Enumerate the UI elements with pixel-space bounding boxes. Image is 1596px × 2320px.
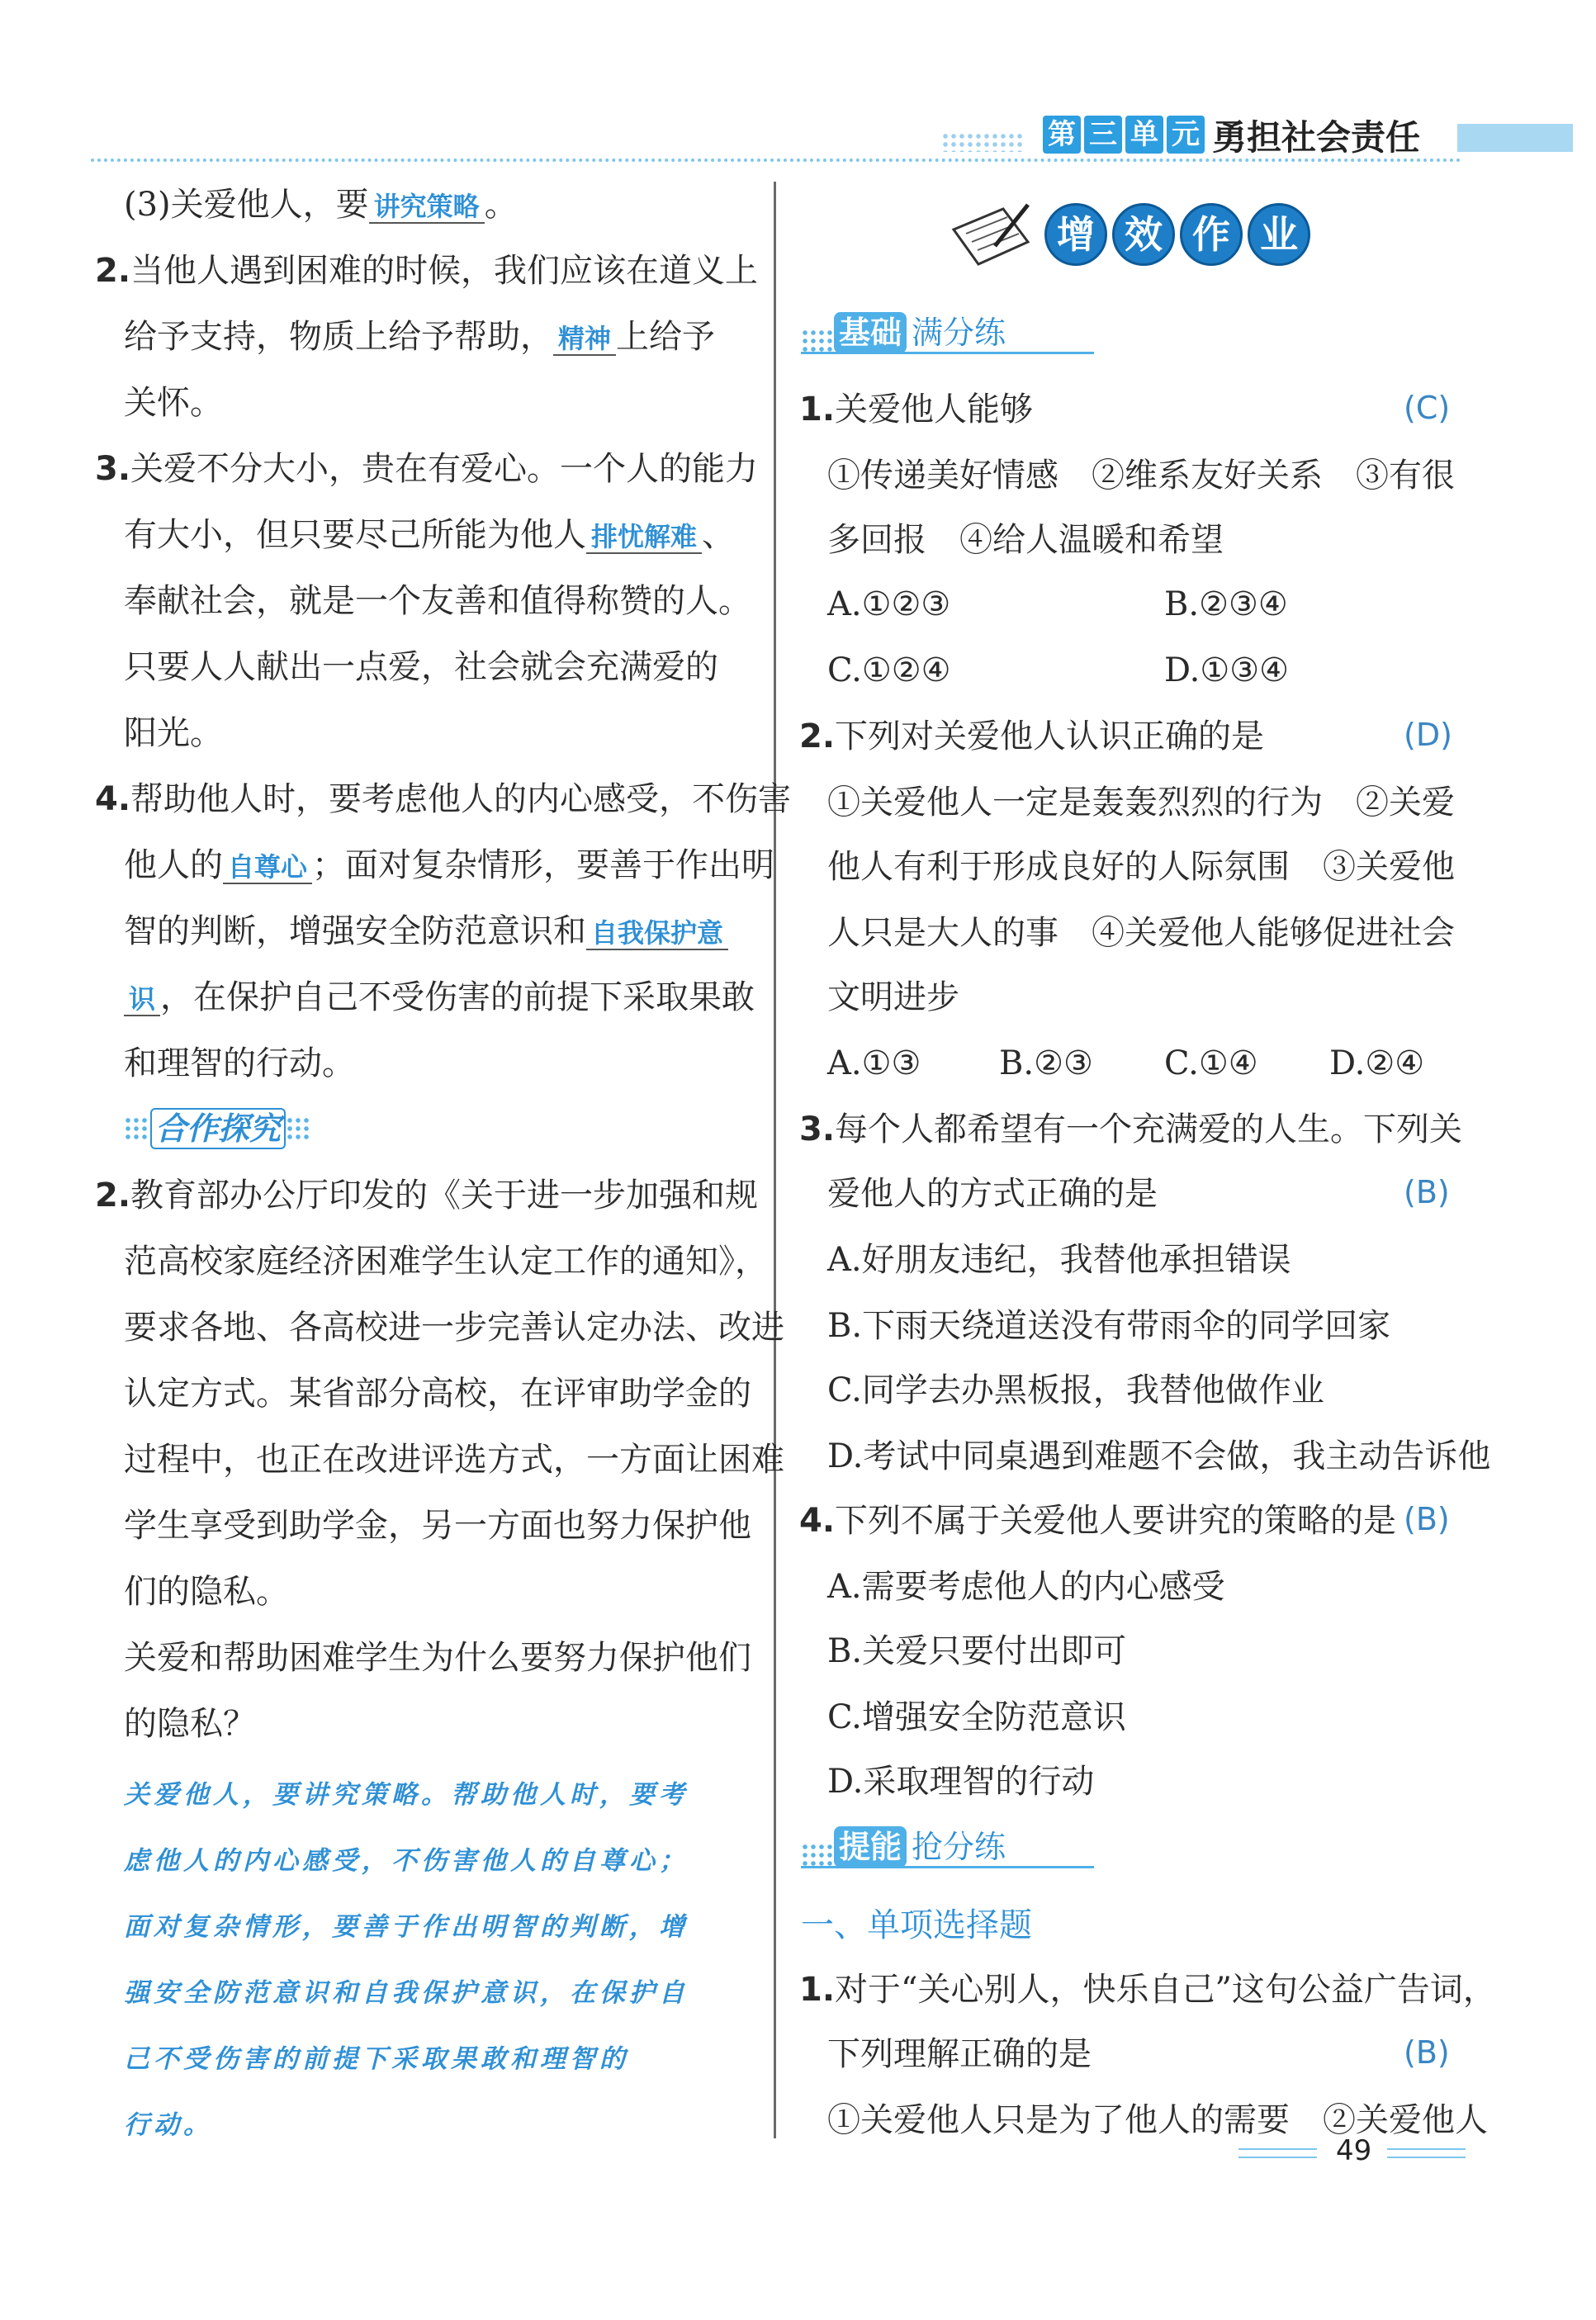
- text: 。: [484, 186, 518, 224]
- q2-option-line: 他人有利于形成良好的人际氛围 ③关爱他: [827, 848, 1455, 886]
- q3-line-3: 奉献社会，就是一个友善和值得称赞的人。: [124, 582, 751, 620]
- page-number-decoration: [1238, 2148, 1317, 2150]
- answer-line: 行动。: [124, 2110, 213, 2140]
- q3-stem-2: 爱他人的方式正确的是: [827, 1175, 1158, 1213]
- q4-line-5: 和理智的行动。: [124, 1044, 355, 1082]
- q1-stem: [799, 388, 1033, 431]
- text: 他人的: [124, 846, 223, 884]
- page-number-decoration: [1387, 2157, 1466, 2158]
- answer-line: 关爱他人，要讲究策略。帮助他人时，要考: [124, 1780, 689, 1810]
- question-number: 1.: [799, 391, 836, 428]
- text: 每个人都希望有一个充满爱的人生。下列关: [835, 1110, 1463, 1148]
- text: 教育部办公厅印发的《关于进一步加强和规: [130, 1177, 759, 1214]
- q5-option-line: ①关爱他人只是为了他人的需要 ②关爱他人: [827, 2101, 1488, 2139]
- fill-blank-answer: 精神: [553, 323, 616, 356]
- page-number: 49: [1336, 2134, 1372, 2167]
- text: 、: [702, 516, 736, 554]
- q4-line-1: [95, 778, 791, 821]
- q5-stem-2: 下列理解正确的是: [827, 2035, 1092, 2073]
- option-b: B.②③④: [1164, 585, 1288, 623]
- q2-line-2: [124, 315, 715, 360]
- fill-blank-answer: 自尊心: [223, 851, 312, 884]
- answer-line: 己不受伤害的前提下采取果敢和理智的: [124, 2044, 629, 2074]
- page-number-decoration: [1387, 2148, 1466, 2150]
- q3-line-2: [124, 514, 735, 558]
- section-highlight: 基础: [834, 312, 907, 353]
- column-divider: [774, 182, 776, 2138]
- option-c: C.①②④: [827, 651, 951, 689]
- option-d: D.考试中同桌遇到难题不会做，我主动告诉他: [827, 1437, 1491, 1475]
- text: 关爱他人能够: [835, 391, 1034, 428]
- case-line-1: [95, 1174, 758, 1217]
- page-number-decoration: [1238, 2157, 1317, 2158]
- option-d: D.②④: [1329, 1044, 1425, 1082]
- question-number: 1.: [799, 1971, 836, 2009]
- q2-option-line: ①关爱他人一定是轰轰烈烈的行为 ②关爱: [827, 784, 1455, 821]
- answer-choice: (B): [1404, 1174, 1450, 1210]
- fill-blank-answer: 讲究策略: [369, 191, 485, 224]
- q4-line-3: [124, 910, 728, 954]
- q1-option-line: 多回报 ④给人温暖和希望: [827, 521, 1224, 559]
- answer-line: 虑他人的内心感受，不伤害他人的自尊心；: [124, 1846, 689, 1876]
- option-c: C.同学去办黑板报，我替他做作业: [827, 1371, 1324, 1409]
- option-c: C.增强安全防范意识: [827, 1698, 1126, 1736]
- section-heading-basic: [801, 312, 1006, 353]
- case-line: 范高校家庭经济困难学生认定工作的通知》，: [124, 1243, 768, 1281]
- section-subtitle: 抢分练: [912, 1829, 1006, 1865]
- question-line: 关爱和帮助困难学生为什么要努力保护他们: [124, 1639, 751, 1677]
- dots-decoration: [801, 1843, 834, 1868]
- section-highlight: 提能: [834, 1826, 907, 1868]
- question-number: 2.: [799, 717, 836, 755]
- section-heading-advanced: [801, 1826, 1006, 1868]
- dots-decoration: [124, 1116, 150, 1141]
- case-line: 过程中，也正在改进评选方式，一方面让困难: [124, 1441, 784, 1479]
- q3-stem: [799, 1108, 1462, 1151]
- answer-line: 强安全防范意识和自我保护意识，在保护自: [124, 1978, 689, 2008]
- header-bar: [1457, 124, 1573, 152]
- q3-line-5: 阳光。: [124, 714, 223, 752]
- q2-line-1: [95, 249, 758, 292]
- q3-line-4: 只要人人献出一点爱，社会就会充满爱的: [124, 648, 718, 686]
- q2-option-line: 人只是大人的事 ④关爱他人能够促进社会: [827, 914, 1455, 952]
- section-underline: [801, 352, 1094, 354]
- case-line: 认定方式。某省部分高校，在评审助学金的: [124, 1375, 751, 1413]
- text: 帮助他人时，要考虑他人的内心感受，不伤害: [130, 780, 792, 818]
- question-number: 3.: [799, 1110, 836, 1148]
- question-number: 4.: [799, 1502, 836, 1540]
- case-line: 要求各地、各高校进一步完善认定办法、改进: [124, 1309, 784, 1347]
- title-char: 作: [1180, 203, 1243, 266]
- section-heading-cooperation: [124, 1108, 312, 1149]
- notebook-pen-icon: [945, 196, 1036, 271]
- q2-option-line: 文明进步: [827, 978, 959, 1016]
- text: ，在保护自己不受伤害的前提下采取果敢: [160, 978, 755, 1016]
- fill-blank-answer: 排忧解难: [586, 521, 702, 554]
- title-char: 增: [1044, 203, 1107, 266]
- text: 给予支持，物质上给予帮助，: [124, 318, 553, 356]
- option-a: A.①③: [827, 1044, 921, 1082]
- case-line: 们的隐私。: [124, 1573, 289, 1611]
- q5-stem: [799, 1968, 1496, 2011]
- text: 当他人遇到困难的时候，我们应该在道义上: [130, 252, 759, 290]
- unit-char: 元: [1167, 116, 1205, 154]
- option-a: A.好朋友违纪，我替他承担错误: [827, 1241, 1291, 1279]
- q4-stem: [799, 1499, 1396, 1542]
- option-b: B.下雨天绕道送没有带雨伞的同学回家: [827, 1307, 1391, 1345]
- answer-choice: (B): [1404, 2034, 1450, 2071]
- title-char: 业: [1248, 203, 1310, 266]
- dots-decoration: [801, 329, 834, 353]
- text: 智的判断，增强安全防范意识和: [124, 912, 586, 950]
- item-3-line: [124, 183, 518, 228]
- text: ；面对复杂情形，要善于作出明: [312, 846, 775, 884]
- option-a: A.需要考虑他人的内心感受: [827, 1568, 1225, 1606]
- q2-stem: [799, 715, 1264, 758]
- title-char: 效: [1112, 203, 1175, 266]
- question-number: 3.: [95, 450, 131, 488]
- homework-title: [1044, 203, 1310, 266]
- q2-line-3: 关怀。: [124, 384, 223, 422]
- text: 有大小，但只要尽己所能为他人: [124, 516, 586, 554]
- text: 关爱不分大小，贵在有爱心。一个人的能力: [130, 450, 759, 488]
- section-title: 合作探究: [150, 1108, 286, 1149]
- answer-choice: (C): [1404, 390, 1451, 426]
- option-b: B.关爱只要付出即可: [827, 1632, 1127, 1670]
- option-d: D.①③④: [1164, 651, 1289, 689]
- option-a: A.①②③: [827, 585, 951, 623]
- option-d: D.采取理智的行动: [827, 1763, 1095, 1801]
- q4-line-2: [124, 844, 774, 888]
- text: (3)关爱他人，要: [124, 186, 369, 224]
- header-rule: [91, 159, 1461, 162]
- q4-line-4: [124, 976, 755, 1020]
- fill-blank-answer: 自我保护意: [586, 917, 728, 950]
- question-line: 的隐私？: [124, 1705, 256, 1743]
- text: 下列对关爱他人认识正确的是: [835, 717, 1265, 755]
- question-number: 2.: [95, 1177, 131, 1214]
- section-subtitle: 满分练: [912, 315, 1006, 351]
- q3-line-1: [95, 447, 758, 490]
- case-line: 学生享受到助学金，另一方面也努力保护他: [124, 1507, 751, 1545]
- unit-label: [1043, 116, 1205, 154]
- text: 下列不属于关爱他人要讲究的策略的是: [835, 1502, 1397, 1540]
- answer-choice: (D): [1404, 717, 1452, 753]
- subsection-title: 一、单项选择题: [801, 1906, 1032, 1944]
- q1-option-line: ①传递美好情感 ②维系友好关系 ③有很: [827, 457, 1455, 495]
- answer-line: 面对复杂情形，要善于作出明智的判断，增: [124, 1912, 689, 1942]
- answer-choice: (B): [1404, 1501, 1450, 1537]
- text: 上给予: [616, 318, 716, 356]
- text: 对于“关心别人，快乐自己”这句公益广告词，: [835, 1971, 1496, 2009]
- question-number: 2.: [95, 252, 131, 290]
- section-underline: [801, 1866, 1094, 1868]
- option-b: B.②③: [999, 1044, 1093, 1082]
- unit-char: 单: [1125, 116, 1163, 154]
- fill-blank-answer: 识: [124, 983, 160, 1016]
- unit-char: 三: [1084, 116, 1122, 154]
- question-number: 4.: [95, 780, 131, 818]
- header-decoration: [941, 132, 1024, 152]
- option-c: C.①④: [1164, 1044, 1258, 1082]
- unit-char: 第: [1043, 116, 1081, 154]
- unit-title: 勇担社会责任: [1212, 117, 1421, 158]
- dots-decoration: [286, 1116, 312, 1141]
